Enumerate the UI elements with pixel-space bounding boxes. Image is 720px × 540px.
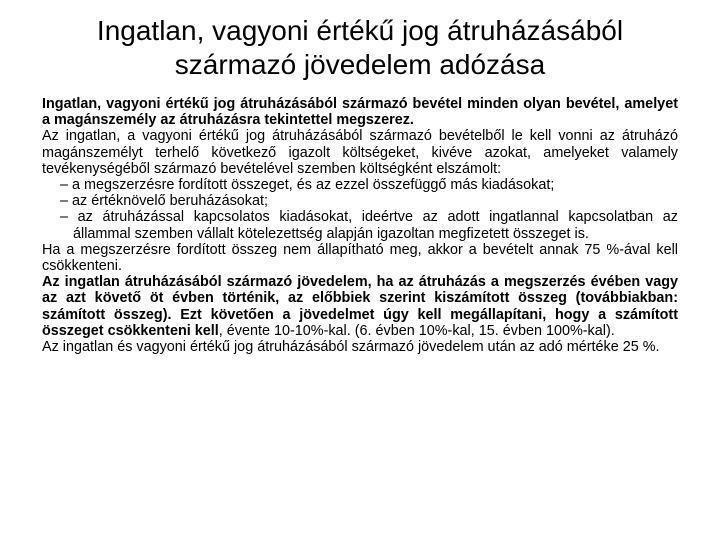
paragraph-computed-income [42, 274, 678, 339]
slide-title [20, 14, 700, 82]
paragraph-definition: Ingatlan, vagyoni értékű jog átruházásából származó bevétel minden olyan bevétel, amelyet a magánszemély az átruházásra tekintettel megszerez. [42, 96, 678, 129]
paragraph-tax-rate: Az ingatlan és vagyoni értékű jog átruházásából származó jövedelem után az adó mértéke 25 %. [42, 339, 660, 356]
title-line-1: Ingatlan, vagyoni értékű jog átruházásából [96, 15, 624, 46]
bullet-transfer-expenses: – az átruházással kapcsolatos kiadásokat, ideértve az adott ingatlannal kapcsolatban az állammal szemben vállalt kötelezettség alapján igazoltan megfizetett összeget is. [60, 209, 678, 242]
paragraph-deductions: Az ingatlan, a vagyoni értékű jog átruházásából származó bevételből le kell vonni az átruházó magánszemélyt terhelő következő igazolt költségeket, kivéve azokat, amelyeket valamely tevékenységéből származó bevételével szemben költségként elszámolt: [42, 128, 678, 177]
title-line-2: származó jövedelem adózása [174, 49, 546, 80]
computed-income-bold: Az ingatlan átruházásából származó jövedelem, ha az átruházás a megszerzés évében vagy az azt követő öt évben történik, az előbbiek szerint kiszámított összeg (továbbiakban: számított összeg). Ezt követően a jövedelmet úgy kell megállapítani, hogy a számított összeget csökkenteni kell [42, 274, 678, 339]
computed-income-rest: , évente 10-10%-kal. (6. évben 10%-kal, 15. évben 100%-kal). [218, 322, 615, 339]
slide-body [42, 96, 678, 355]
bullet-acquisition-cost: – a megszerzésre fordított összeget, és az ezzel összefüggő más kiadásokat; [60, 177, 555, 194]
bullet-value-increasing-investments: – az értéknövelő beruházásokat; [60, 193, 268, 210]
paragraph-75-percent: Ha a megszerzésre fordított összeg nem állapítható meg, akkor a bevételt annak 75 %-ával kell csökkenteni. [42, 241, 678, 275]
